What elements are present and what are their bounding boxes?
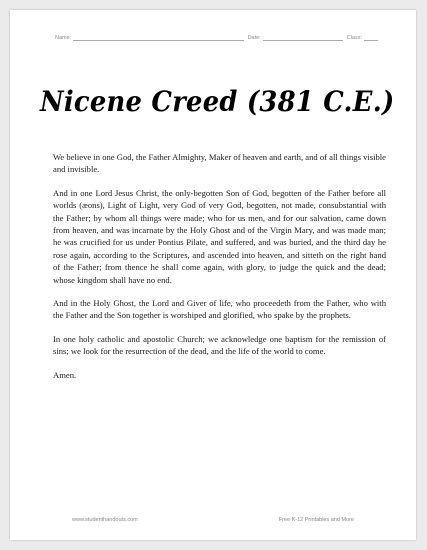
paragraph: Amen. bbox=[53, 369, 77, 380]
date-blank bbox=[263, 35, 343, 41]
footer-tagline: Free K-12 Printables and More bbox=[278, 517, 354, 523]
class-blank bbox=[364, 35, 378, 41]
paragraph: And in one Lord Jesus Christ, the only-begotten Son of God, begotten of the Father before all worlds (æons), Light of Light, very God of very God, begotten, not made, consubstantial with the Father; by whom all things were made; who for us men, and for our salvation, came down from heaven, and was incarnate by the Holy Ghost and of the Virgin Mary, and was made man; he was crucified for us under Pontius Pilate, and suffered, and was buried, and the third day he rose again, according to the Scriptures, and ascended into heaven, and sitteth on the right hand of the Father; from thence he shall come again, with glory, to judge the quick and the dead; whose kingdom shall have no end. bbox=[53, 187, 386, 285]
page-title: Nicene Creed (381 C.E.) bbox=[40, 85, 395, 118]
date-label: Date: bbox=[247, 35, 261, 41]
page-footer bbox=[72, 517, 354, 523]
worksheet-page bbox=[10, 10, 416, 540]
paragraph: In one holy catholic and apostolic Church; we acknowledge one baptism for the remission of sins; we look for the resurrection of the dead, and the life of the world to come. bbox=[53, 333, 386, 357]
footer-website: www.studenthandouts.com bbox=[72, 517, 138, 523]
name-blank bbox=[73, 35, 243, 41]
paragraph: We believe in one God, the Father Almighty, Maker of heaven and earth, and of all things visible and invisible. bbox=[53, 152, 386, 175]
creed-text bbox=[53, 151, 386, 392]
paragraph: And in the Holy Ghost, the Lord and Giver of life, who proceedeth from the Father, who with the Father and the Son together is worshiped and glorified, who spake by the prophets. bbox=[53, 298, 386, 321]
class-label: Class: bbox=[346, 35, 362, 41]
name-label: Name: bbox=[55, 35, 72, 41]
student-info-header bbox=[55, 35, 378, 41]
